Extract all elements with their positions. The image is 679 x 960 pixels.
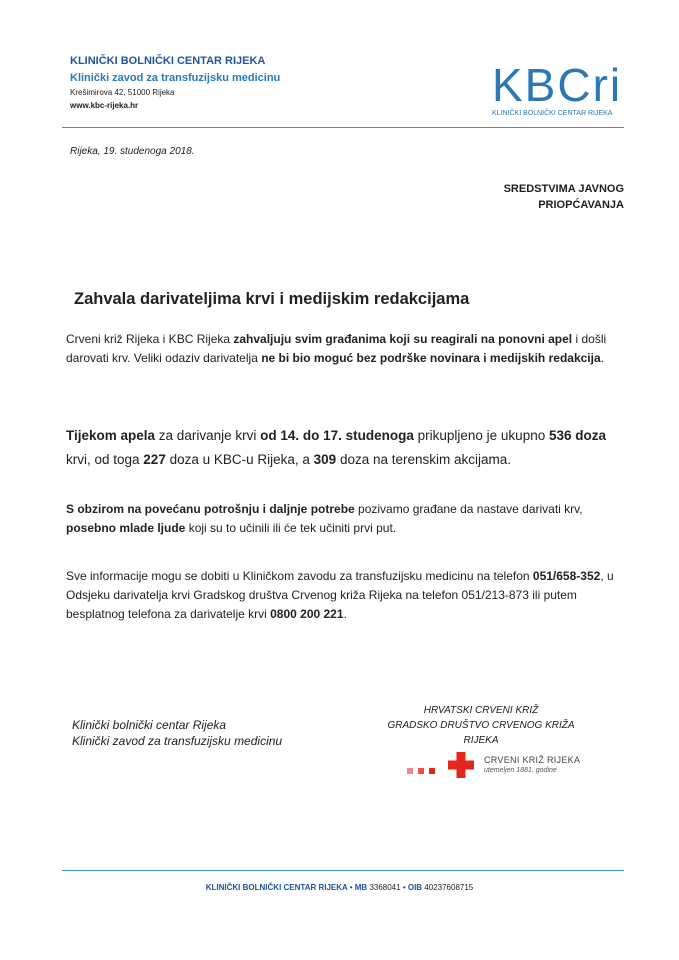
footer-org: KLINIČKI BOLNIČKI CENTAR RIJEKA	[205, 883, 348, 892]
dot-icon	[429, 768, 435, 774]
p4-text-c: , u Odsjeku darivatelja krvi Gradskog društva Crvenog križa Rijeka na telefon 051/213-873 ili putem besplatnog telefona za darivatelje krvi	[66, 569, 614, 621]
logo-mark: KBCri	[492, 59, 623, 111]
dot-icon	[407, 768, 413, 774]
p4-phone-1: 051/658-352	[532, 569, 601, 583]
p2-text-f: krvi, od toga	[66, 452, 144, 467]
footer	[0, 883, 679, 892]
p3-bold-c: posebno mlade ljude	[66, 521, 186, 535]
paragraph-3	[66, 500, 626, 538]
p1-bold-d: ne bi bio moguć bez podrške novinara i medijskih redakcija	[261, 351, 601, 365]
header-institute: Klinički zavod za transfuzijsku medicinu	[70, 72, 281, 84]
red-cross-icon	[448, 752, 474, 778]
p1-bold-b: zahvaljuju svim građanima koji su reagirali na ponovni apel	[233, 332, 573, 346]
signature-left-line-2: Klinički zavod za transfuzijsku medicinu	[72, 734, 283, 748]
letter-title: Zahvala darivateljima krvi i medijskim redakcijama	[74, 290, 470, 308]
recipient-line-2: PRIOPĆAVANJA	[538, 199, 624, 211]
p1-text-a: Crveni križ Rijeka i KBC Rijeka	[66, 332, 234, 346]
p2-bold-g: 227	[143, 452, 166, 467]
p3-text-d: koji su to učinili ili će tek učiniti prvi put.	[185, 521, 397, 535]
header-divider	[62, 127, 624, 128]
paragraph-4	[66, 567, 626, 624]
paragraph-2	[66, 424, 626, 472]
header-address: Krešimirova 42, 51000 Rijeka	[70, 88, 175, 97]
p3-bold-a: S obzirom na povećanu potrošnju i daljnje potrebe	[66, 502, 355, 516]
footer-sep-1: • MB	[347, 883, 370, 892]
p2-text-j: doza na terenskim akcijama.	[336, 452, 512, 467]
dot-icon	[418, 768, 424, 774]
p2-bold-c: od 14. do 17. studenoga	[260, 428, 414, 443]
header-org: KLINIČKI BOLNIČKI CENTAR RIJEKA	[70, 55, 266, 67]
paragraph-1	[66, 330, 626, 368]
red-cross-name: CRVENI KRIŽ RIJEKA	[484, 755, 581, 765]
signature-right-line-2: GRADSKO DRUŠTVO CRVENOG KRIŽA RIJEKA	[387, 720, 575, 746]
recipient-block	[440, 181, 624, 213]
signature-left-line-1: Klinički bolnički centar Rijeka	[72, 718, 227, 732]
p3-text-b: pozivamo građane da nastave darivati krv,	[354, 502, 583, 516]
p1-text-c: i došli darovati krv. Veliki odaziv darivatelja	[66, 332, 607, 365]
footer-oib: 40237608715	[424, 883, 474, 892]
signature-right-line-1: HRVATSKI CRVENI KRIŽ	[423, 705, 539, 716]
footer-sep-2: • OIB	[400, 883, 425, 892]
p4-text-e: .	[343, 607, 347, 621]
p2-text-b: za darivanje krvi	[155, 428, 261, 443]
p2-bold-e: 536 doza	[548, 428, 606, 443]
signature-right	[372, 703, 590, 748]
p2-bold-a: Tijekom apela	[66, 428, 156, 443]
p2-text-h: doza u KBC-u Rijeka, a	[165, 452, 314, 467]
footer-mb: 3368041	[369, 883, 401, 892]
red-cross-dots	[407, 762, 440, 790]
red-cross-founded: utemeljen 1881. godine	[484, 767, 557, 774]
p2-text-d: prikupljeno je ukupno	[413, 428, 549, 443]
header-website[interactable]: www.kbc-rijeka.hr	[70, 101, 139, 110]
footer-divider	[62, 870, 624, 871]
logo-subtitle: KLINIČKI BOLNIČKI CENTAR RIJEKA	[492, 110, 613, 117]
letter-date: Rijeka, 19. studenoga 2018.	[70, 146, 195, 157]
p1-text-e: .	[600, 351, 604, 365]
recipient-line-1: SREDSTVIMA JAVNOG	[503, 183, 624, 195]
p4-text-a: Sve informacije mogu se dobiti u Kliničkom zavodu za transfuzijsku medicinu na telefon	[66, 569, 533, 583]
p4-phone-free: 0800 200 221	[270, 607, 344, 621]
p2-bold-i: 309	[313, 452, 337, 467]
kbc-logo	[492, 59, 632, 117]
signature-left	[72, 717, 282, 749]
